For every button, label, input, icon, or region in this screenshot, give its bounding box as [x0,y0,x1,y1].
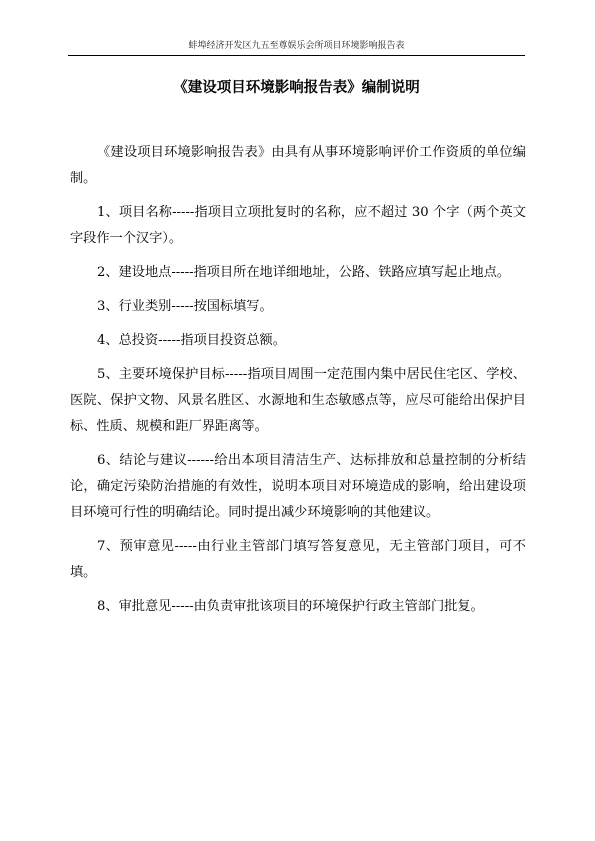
item-construction-site: 2、建设地点-----指项目所在地详细地址，公路、铁路应填写起止地点。 [97,265,511,280]
running-header: 蚌埠经济开发区九五至尊娱乐会所项目环境影响报告表 [188,41,405,51]
document-title: 《建设项目环境影响报告表》编制说明 [173,79,420,96]
item-project-name: 1、项目名称-----指项目立项批复时的名称，应不超过 30 个字（两个英文字段作一个汉字）。 [70,205,526,246]
header-divider [68,55,525,56]
document-body [70,140,526,628]
intro-paragraph: 《建设项目环境影响报告表》由具有从事环境影响评价工作资质的单位编制。 [70,145,526,186]
item-industry-category: 3、行业类别-----按国标填写。 [97,299,273,314]
item-protection-targets: 5、主要环境保护目标-----指项目周围一定范围内集中居民住宅区、学校、医院、保护文物、风景名胜区、水源地和生态敏感点等，应尽可能给出保护目标、性质、规模和距厂界距离等。 [70,367,526,434]
item-pre-review: 7、预审意见-----由行业主管部门填写答复意见，无主管部门项目，可不填。 [70,539,526,580]
item-conclusions: 6、结论与建议------给出本项目清洁生产、达标排放和总量控制的分析结论，确定污染防治措施的有效性，说明本项目对环境造成的影响，给出建设项目环境可行性的明确结论。同时提出减少环境影响的其他建议。 [70,453,526,520]
item-approval: 8、审批意见-----由负责审批该项目的环境保护行政主管部门批复。 [97,599,484,614]
item-total-investment: 4、总投资-----指项目投资总额。 [97,333,286,348]
